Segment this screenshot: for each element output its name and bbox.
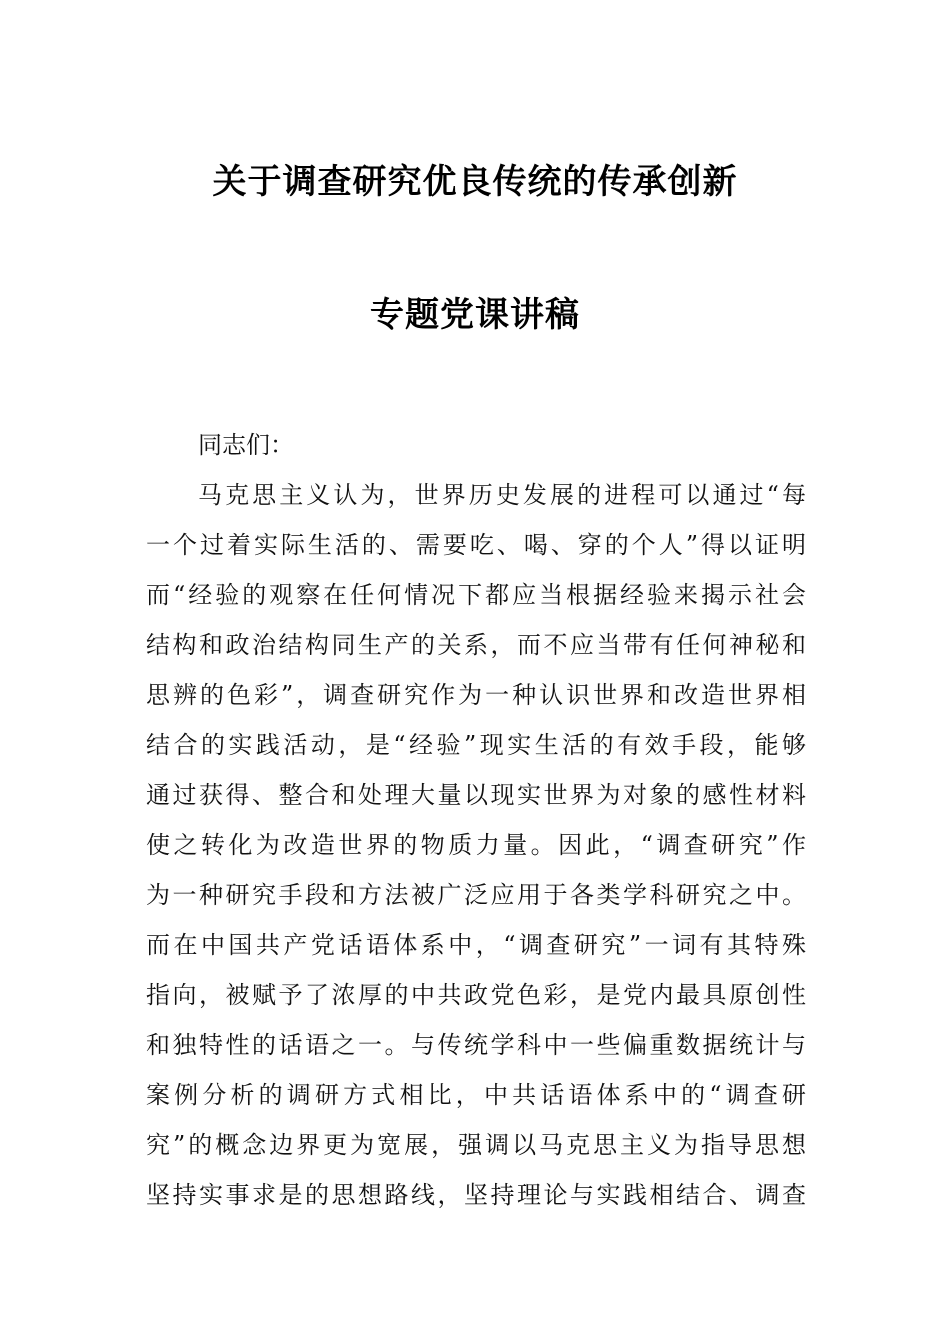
- paragraph-line: 为一种研究手段和方法被广泛应用于各类学科研究之中。: [146, 881, 806, 909]
- paragraph-line: 案例分析的调研方式相比，中共话语体系中的“调查研: [146, 1081, 806, 1109]
- salutation: 同志们：: [198, 431, 294, 459]
- paragraph-line: 马克思主义认为，世界历史发展的进程可以通过“每: [198, 481, 806, 509]
- paragraph-line: 究”的概念边界更为宽展，强调以马克思主义为指导思想: [146, 1131, 806, 1159]
- paragraph-line: 使之转化为改造世界的物质力量。因此，“调查研究”作: [146, 831, 806, 859]
- document-title-line-2: 专题党课讲稿: [370, 295, 580, 335]
- paragraph-line: 和独特性的话语之一。与传统学科中一些偏重数据统计与: [146, 1031, 806, 1059]
- paragraph-line: 结构和政治结构同生产的关系，而不应当带有任何神秘和: [146, 631, 806, 659]
- paragraph-line: 结合的实践活动，是“经验”现实生活的有效手段，能够: [146, 731, 806, 759]
- paragraph-line: 思辨的色彩”，调查研究作为一种认识世界和改造世界相: [146, 681, 806, 709]
- paragraph-line: 指向，被赋予了浓厚的中共政党色彩，是党内最具原创性: [146, 981, 806, 1009]
- paragraph-line: 而“经验的观察在任何情况下都应当根据经验来揭示社会: [146, 581, 806, 609]
- document-title-line-1: 关于调查研究优良传统的传承创新: [212, 162, 738, 202]
- paragraph-line: 而在中国共产党话语体系中，“调查研究”一词有其特殊: [146, 931, 806, 959]
- paragraph-line: 坚持实事求是的思想路线，坚持理论与实践相结合、调查: [146, 1181, 806, 1209]
- document-body: [146, 420, 806, 1220]
- paragraph-line: 一个过着实际生活的、需要吃、喝、穿的个人”得以证明: [146, 531, 806, 559]
- paragraph-line: 通过获得、整合和处理大量以现实世界为对象的感性材料: [146, 781, 806, 809]
